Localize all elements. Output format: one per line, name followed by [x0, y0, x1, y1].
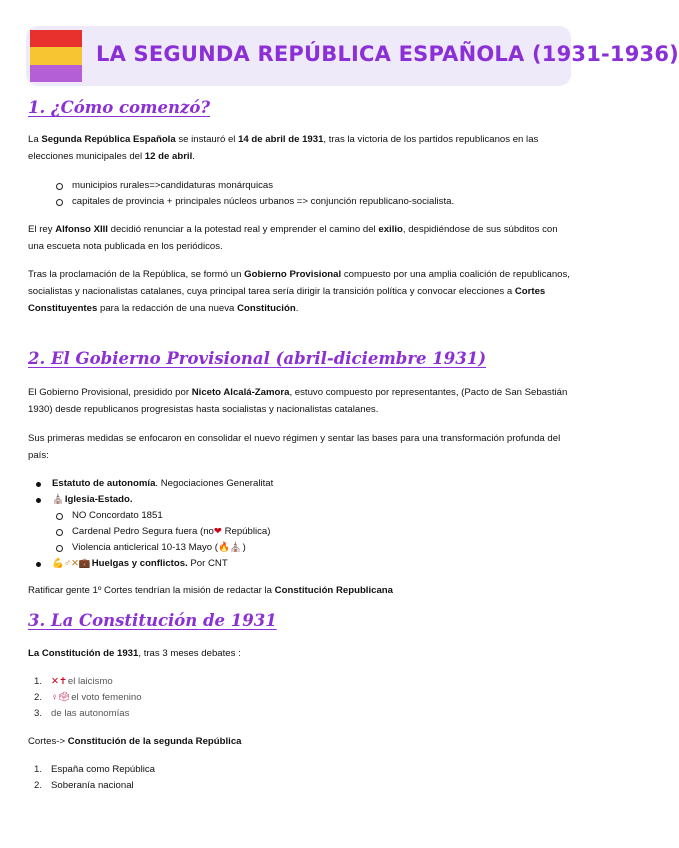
heart-icon: ❤: [213, 526, 222, 537]
s2-paragraph-3: Ratificar gente 1º Cortes tendrían la misión de redactar la Constitución Republicana: [28, 585, 394, 596]
s2-bullet-list-2: [36, 556, 228, 572]
document-title: LA SEGUNDA REPÚBLICA ESPAÑOLA (1931-1936): [96, 42, 679, 66]
fire-church-icon: 🔥⛪: [217, 542, 242, 553]
s3-paragraph-2: Cortes-> Constitución de la segunda República: [28, 736, 242, 747]
list-item: 1. España como República: [34, 764, 155, 775]
s1-paragraph-1: La Segunda República Española se instauró el 14 de abril de 1931, tras la victoria de los partidos republicanos en las elecciones municipales del 12 de abril.: [28, 134, 539, 162]
no-cross-icon: ✕✝: [51, 676, 67, 687]
s3-numbered-list: [34, 674, 142, 722]
list-item: Violencia anticlerical 10-13 Mayo (🔥⛪): [56, 540, 270, 556]
list-item: Cardenal Pedro Segura fuera (no❤ República): [56, 524, 270, 540]
list-item: 2. Soberanía nacional: [34, 780, 134, 791]
section-2-heading: 2. El Gobierno Provisional (abril-diciembre 1931): [28, 349, 487, 368]
list-item: 3. de las autonomías: [34, 708, 130, 719]
s1-bullet-list: [56, 178, 454, 210]
list-item: NO Concordato 1851: [56, 508, 270, 524]
list-item: 💪♂✕💼Huelgas y conflictos. Por CNT: [36, 556, 228, 572]
section-3-heading: 3. La Constitución de 1931: [28, 611, 277, 630]
section-1-heading: 1. ¿Cómo comenzó?: [28, 98, 211, 117]
list-item: ⛪Iglesia-Estado.: [36, 492, 273, 508]
s3-paragraph-1: La Constitución de 1931, tras 3 meses debates :: [28, 648, 241, 659]
s2-paragraph-2: Sus primeras medidas se enfocaron en consolidar el nuevo régimen y sentar las bases para una transformación profunda del país:: [28, 433, 561, 461]
list-item: 2. ♀🗳el voto femenino: [34, 692, 142, 703]
church-icon: ⛪: [52, 494, 64, 505]
s2-paragraph-1: El Gobierno Provisional, presidido por Niceto Alcalá-Zamora, estuvo compuesto por representantes, (Pacto de San Sebastián 1930) desde republicanos progresistas hasta socialistas y nacionalistas catalanes.: [28, 387, 568, 415]
s1-paragraph-3: Tras la proclamación de la República, se formó un Gobierno Provisional compuesto por una amplia coalición de republicanos, socialistas y nacionalistas catalanes, cuya principal tarea sería dirigir la transición política y convocar elecciones a Cortes Constituyentes para la redacción de una nueva Constitución.: [28, 269, 570, 314]
s3-numbered-list-2: [34, 762, 155, 794]
strike-icon: 💪♂✕💼: [52, 558, 91, 569]
s2-sub-list: [56, 508, 270, 556]
s1-paragraph-2: El rey Alfonso XIII decidió renunciar a la potestad real y emprender el camino del exilio, despidiéndose de sus súbditos con una escueta nota publicada en los periódicos.: [28, 224, 558, 252]
female-vote-icon: ♀🗳: [51, 692, 71, 703]
list-item: municipios rurales=>candidaturas monárquicas: [56, 178, 454, 194]
list-item: capitales de provincia + principales núcleos urbanos => conjunción republicano-socialista.: [56, 194, 454, 210]
list-item: Estatuto de autonomía. Negociaciones Generalitat: [36, 476, 273, 492]
list-item: 1. ✕✝el laicismo: [34, 676, 113, 687]
republic-flag-icon: [30, 30, 82, 82]
s2-bullet-list: [36, 476, 273, 508]
